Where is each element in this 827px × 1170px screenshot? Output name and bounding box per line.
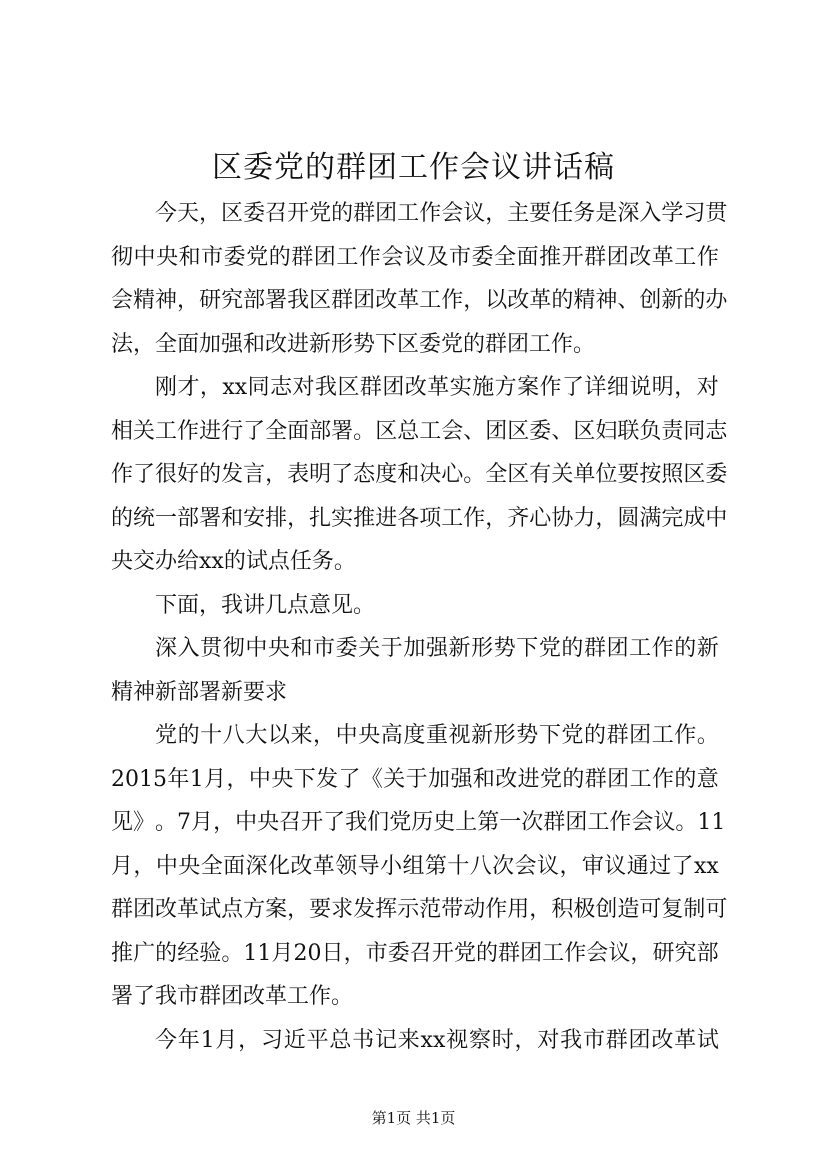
paragraph-line: 今 天 ， 区 委 召 开 党 的 群 团 工 作 会 议 ， 主 要 任 务 是 深 入 学 习 贯 — [155, 201, 728, 226]
paragraph-line: 月 ， 中 央 全 面 深 化 改 革 领 导 小 组 第 十 八 次 会 议 ， 审 议 通 过 了 xx — [111, 853, 719, 879]
paragraph-line: 央交办给xx的试点任务。 — [111, 549, 356, 574]
paragraph-line: 见 》 。 7 月 ， 中 央 召 开 了 我 们 党 历 史 上 第 一 次 群 团 工 作 会 议 。 11 — [111, 810, 726, 835]
page-footer: 第1页 共1页 — [371, 1109, 456, 1127]
paragraph-line: 会 精 神 ， 研 究 部 署 我 区 群 团 改 革 工 作 ， 以 改 革 的 精 神 、 创 新 的 办 — [111, 288, 728, 313]
paragraph-line: 刚 才 ， xx 同 志 对 我 区 群 团 改 革 实 施 方 案 作 了 详 细 说 明 ， 对 — [155, 375, 719, 400]
paragraph-line: 作 了 很 好 的 发 言 ， 表 明 了 态 度 和 决 心 。 全 区 有 关 单 位 要 按 照 区 委 — [111, 462, 728, 487]
paragraph-line: 党 的 十 八 大 以 来 ， 中 央 高 度 重 视 新 形 势 下 党 的 群 团 工 作 。 — [155, 723, 719, 748]
paragraph-line: 精神新部署新要求 — [111, 679, 288, 705]
paragraph-line: 的 统 一 部 署 和 安 排 ， 扎 实 推 进 各 项 工 作 ， 齐 心 协 力 ， 圆 满 完 成 中 — [111, 505, 728, 531]
document-body — [111, 192, 728, 1062]
paragraph-line: 群 团 改 革 试 点 方 案 ， 要 求 发 挥 示 范 带 动 作 用 ， 积 极 创 造 可 复 制 可 — [111, 897, 728, 922]
paragraph-line: 2015 年 1 月 ， 中 央 下 发 了 《 关 于 加 强 和 改 进 党 的 群 团 工 作 的 意 — [111, 766, 719, 792]
paragraph-line: 推 广 的 经 验 。 11 月 20 日 ， 市 委 召 开 党 的 群 团 工 作 会 议 ， 研 究 部 — [111, 940, 719, 966]
paragraph-line: 署了我市群团改革工作。 — [111, 984, 354, 1009]
paragraph-line: 法，全面加强和改进新形势下区委党的群团工作。 — [111, 331, 596, 357]
paragraph-line: 下面，我讲几点意见。 — [155, 592, 376, 618]
document-title: 区委党的群团工作会议讲话稿 — [212, 150, 615, 185]
paragraph-line: 相 关 工 作 进 行 了 全 面 部 署 。 区 总 工 会 、 团 区 委 、 区 妇 联 负 责 同 志 — [111, 418, 728, 444]
paragraph-line: 今 年 1 月 ， 习 近 平 总 书 记 来 xx 视 察 时 ， 对 我 市 群 团 改 革 试 — [155, 1027, 719, 1053]
paragraph-line: 深 入 贯 彻 中 央 和 市 委 关 于 加 强 新 形 势 下 党 的 群 团 工 作 的 新 — [155, 636, 719, 661]
paragraph-line: 彻 中 央 和 市 委 党 的 群 团 工 作 会 议 及 市 委 全 面 推 开 群 团 改 革 工 作 — [111, 244, 719, 270]
